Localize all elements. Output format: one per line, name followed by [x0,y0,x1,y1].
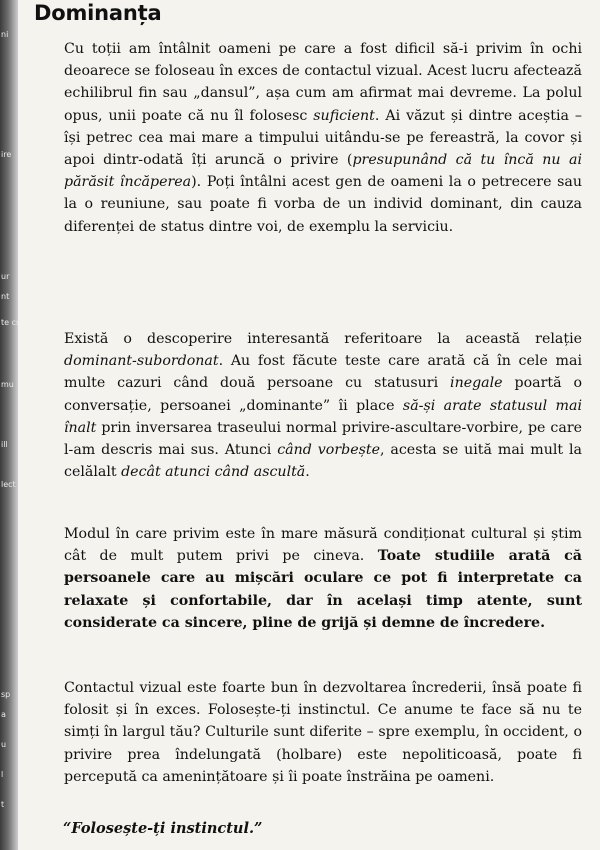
margin-fragment: u [1,740,7,749]
text-run: Toate studiile arată că persoanele care au mișcări oculare ce pot fi interpretate ca relaxate și confortabile, dar în același timp atente, sunt considerate ca sincere, pline de grijă și demne de încredere. [64,548,582,631]
margin-fragment: nt [1,292,10,301]
margin-fragment: sp [1,690,11,699]
margin-fragment: ur [1,272,10,281]
text-run: ). Poți întâlni acest gen de oameni la o petrecere sau la o reuniune, sau poate fi vorba de un individ dominant, din cauza diferenței de status dintre voi, de exemplu la serviciu. [64,174,582,235]
text-run: Contactul vizual este foarte bun în dezvoltarea încrederii, însă poate fi folosit și în exces. Folosește-ți instinctul. Ce anume te face să nu te simți în largul tău? Culturile sunt diferite – spre exemplu, în occident, o privire prea îndelungată (holbare) este nepoliticoasă, poate fi percepută ca amenințătoare și îi poate înstrăina pe oameni. [64,680,582,785]
text-run: . Au fost făcute teste care arată că în cele mai multe cazuri când două persoane cu statusuri [64,353,582,392]
paragraph-4 [64,677,582,788]
text-run: suficient [313,107,375,124]
page-content [34,0,584,850]
margin-fragment: ire [1,150,12,159]
margin-fragment: a [1,710,6,719]
margin-fragment: mu [1,380,14,389]
text-run: dominant-subordonat [64,353,219,370]
text-run: Cu toții am întâlnit oameni pe care a fost dificil să-i privim în ochi deoarece se foloseau în exces de contactul vizual. Acest lucru afectează echilibrul fin sau „dansul”, așa cum am afirmat mai devreme. La polul opus, unii poate că nu îl folosesc [64,41,582,124]
margin-fragment: l [1,770,4,779]
text-run: decât atunci când ascultă [121,464,306,481]
paragraph-1 [64,38,582,238]
margin-fragment: te cr [1,318,20,327]
text-run: Modul în care privim este în mare măsură condiționat cultural și știm cât de mult putem privi pe cineva. [64,526,582,565]
margin-fragment: ni [1,30,9,39]
paragraph-3 [64,523,582,634]
text-run: . [305,464,310,481]
section-heading: Dominanța [34,1,162,25]
text-run: Există o descoperire interesantă referitoare la această relație [64,331,582,347]
text-run: . Ai văzut și dintre aceștia – își petrec cea mai mare a timpului uitându-se pe fereastră, la covor și apoi dintr-odată îți aruncă o privire ( [64,107,583,169]
text-run: când vorbește [277,442,380,459]
adjacent-page-edge [0,0,18,850]
paragraph-2 [64,328,582,483]
text-run: inegale [450,375,503,392]
text-run: , acesta se uită mai mult la celălalt [64,442,582,481]
margin-fragment: t [1,800,5,809]
pull-quote: “Folosește-ți instinctul.” [63,820,263,837]
margin-fragment: ill [1,440,8,449]
text-run: presupunând că tu încă nu ai părăsit încăperea [64,152,582,191]
text-run: poartă o conversație, persoanei „dominante” îi place [64,375,582,414]
margin-fragment: lect [1,480,16,489]
text-run: prin inversarea traseului normal privire-ascultare-vorbire, pe care l-am descris mai sus. Atunci [64,419,582,459]
text-run: să-și arate statusul mai înalt [64,397,582,436]
